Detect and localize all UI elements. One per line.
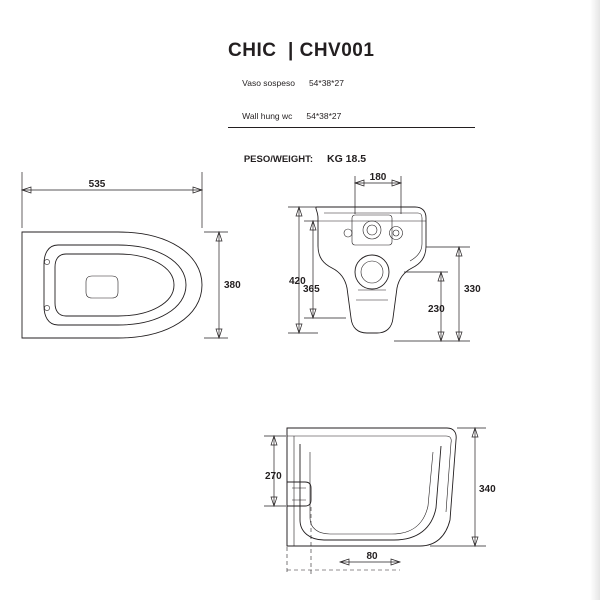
- dim-side-340: 340: [479, 484, 496, 495]
- description-italian-text: Vaso sospeso: [242, 78, 295, 88]
- weight-label: PESO/WEIGHT:: [243, 154, 313, 165]
- dim-front-420: 420: [289, 276, 306, 287]
- dim-front-365: 365: [303, 284, 320, 295]
- page-edge-shadow: [590, 0, 600, 600]
- description-english-code: 54*38*27: [306, 111, 342, 121]
- dim-front-top-width: 180: [369, 172, 387, 183]
- dim-top-width: 535: [88, 179, 106, 190]
- dim-side-270: 270: [265, 471, 282, 482]
- side-view: [264, 428, 496, 574]
- page-title: CHIC | CHV001: [228, 40, 375, 61]
- top-view: [22, 172, 241, 338]
- front-view: [288, 172, 481, 341]
- description-italian-code: 54*38*27: [308, 78, 344, 88]
- dim-top-height: 380: [224, 280, 241, 291]
- dim-front-230: 230: [428, 304, 445, 315]
- dim-front-330: 330: [464, 284, 481, 295]
- weight-value: KG 18.5: [327, 153, 367, 165]
- dim-side-80: 80: [366, 551, 378, 562]
- description-english-text: Wall hung wc: [242, 111, 293, 121]
